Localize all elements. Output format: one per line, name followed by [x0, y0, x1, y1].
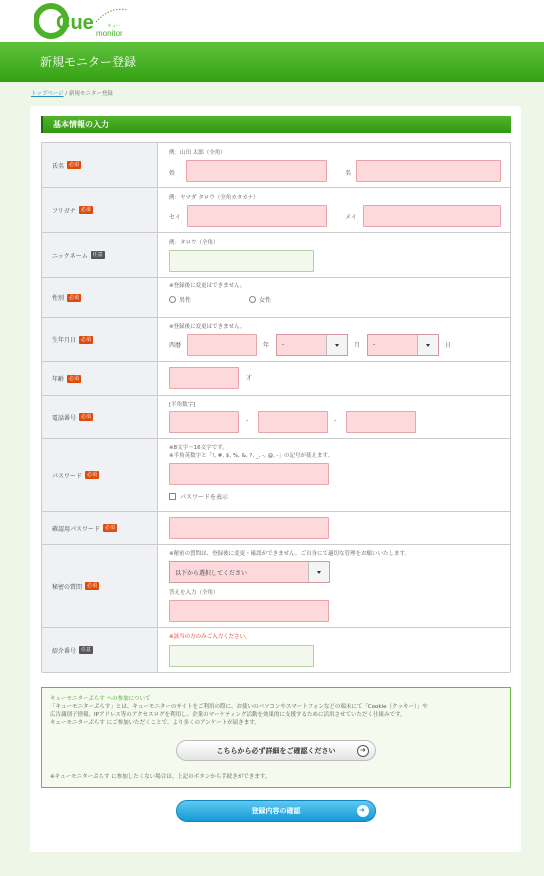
row-name	[42, 143, 510, 188]
label-password	[42, 439, 158, 511]
section-title: 基本情報の入力	[41, 116, 511, 133]
logo-text: Cue	[56, 12, 94, 34]
breadcrumb-current: 新規モニター登録	[68, 91, 113, 97]
password-confirm-input[interactable]	[169, 517, 329, 539]
info-line-1: 「キューモニターぷらす」とは、キューモニターのサイトをご利用の際に、お使いのパソコンやスマートフォンなどの端末にて「Cookie（クッキー）」や	[50, 704, 428, 710]
mei-label: 名	[345, 170, 352, 177]
password-note-1: ※8文字〜16文字です。	[169, 445, 228, 451]
label-referral	[42, 628, 158, 672]
referral-input[interactable]	[169, 645, 314, 667]
sei-kana-label: セイ	[169, 214, 181, 221]
name-example: 例：山田 太郎（全角）	[169, 150, 226, 156]
show-password-label[interactable]: パスワードを表示	[180, 494, 229, 501]
password-input[interactable]	[169, 463, 329, 485]
details-button[interactable]	[176, 740, 376, 761]
info-footnote: ※キューモニターぷらす に参加したくない場合は、上記のボタンから手続きができます。	[50, 774, 271, 780]
info-heading: キューモニターぷらす への参加について	[50, 696, 151, 702]
logo-kana: キュー	[107, 23, 121, 28]
secret-note: ※秘密の質問は、登録後に変更・確認ができません。ご自身にて適切な管理をお願いいたします。	[169, 551, 411, 557]
month-label: 月	[354, 342, 361, 349]
birth-year-input[interactable]	[187, 334, 257, 356]
label-text: 秘密の質問	[52, 583, 83, 591]
optional-badge: 任意	[92, 252, 103, 258]
nickname-input[interactable]	[169, 250, 314, 272]
breadcrumb-sep: /	[65, 91, 68, 97]
row-nickname	[42, 233, 510, 278]
password-note-2: ※半角英数字と「!, #, $, %, &, ?, _, -, @, -」の記号が使えます。	[169, 453, 334, 459]
year-label: 年	[263, 342, 270, 349]
row-phone	[42, 396, 510, 439]
label-birthdate	[42, 318, 158, 361]
page-title: 新規モニター登録	[40, 55, 137, 69]
row-secret-question	[42, 545, 510, 628]
birth-note: ※登録後に変更はできません。	[169, 324, 246, 330]
label-text: 紹介番号	[52, 647, 77, 655]
chevron-down-icon[interactable]	[308, 562, 329, 582]
required-badge: 必須	[69, 375, 80, 382]
phone-note: [半角数字]	[169, 402, 196, 408]
logo-sub: monitor	[96, 29, 123, 38]
label-text: ニックネーム	[52, 252, 88, 260]
details-button-label: こちらから必ず詳細をご確認ください	[216, 746, 336, 755]
day-label: 日	[445, 342, 452, 349]
chevron-down-icon[interactable]	[326, 335, 347, 355]
breadcrumb-home-link[interactable]: トップページ	[31, 91, 64, 97]
required-badge: 必須	[81, 414, 92, 420]
age-unit: 才	[246, 375, 253, 382]
male-radio[interactable]	[169, 296, 176, 303]
required-badge: 必須	[81, 336, 92, 343]
label-text: 性別	[52, 295, 65, 302]
label-gender	[42, 278, 158, 317]
page-title-bar	[0, 42, 544, 82]
confirm-submit-button[interactable]	[176, 800, 376, 822]
phone-part3-input[interactable]	[346, 411, 416, 433]
label-text: 電話番号	[52, 414, 77, 422]
female-label[interactable]: 女性	[259, 297, 272, 304]
arrow-right-icon	[357, 745, 369, 757]
label-text: 氏名	[52, 162, 65, 170]
last-name-kana-input[interactable]	[187, 205, 327, 227]
required-badge: 必須	[87, 583, 98, 589]
male-label[interactable]: 男性	[179, 297, 192, 304]
row-furigana	[42, 188, 510, 233]
submit-label: 登録内容の確認	[251, 807, 301, 815]
first-name-kana-input[interactable]	[363, 205, 501, 227]
info-line-3: キューモニターぷらす にご参加いただくことで、より多くのアンケートが届きます。	[50, 720, 260, 726]
row-referral	[42, 628, 510, 673]
label-password-confirm	[42, 512, 158, 544]
show-password-checkbox[interactable]	[169, 493, 176, 500]
info-line-2: 広告識別子情報、IPアドレス等のアクセスログを利用し、企業のマーケティング活動を効果的に支援するために活用させていただく仕組みです。	[50, 712, 406, 718]
row-birthdate	[42, 318, 510, 362]
cue-monitor-plus-info	[41, 687, 511, 788]
required-badge: 必須	[105, 525, 116, 531]
nickname-example: 例：タロウ（全角）	[169, 240, 219, 246]
site-header	[0, 0, 544, 42]
required-badge: 必須	[69, 162, 80, 168]
row-age	[42, 362, 510, 396]
mei-kana-label: メイ	[345, 214, 357, 221]
phone-part2-input[interactable]	[258, 411, 328, 433]
phone-dash-2: -	[334, 417, 337, 424]
label-text: 年齢	[52, 376, 65, 383]
label-name	[42, 143, 158, 187]
label-nickname	[42, 233, 158, 277]
secret-answer-input[interactable]	[169, 600, 329, 622]
label-phone	[42, 396, 158, 438]
referral-note: ※該当の方のみご入力ください。	[169, 634, 251, 640]
row-password-confirm	[42, 512, 510, 545]
gender-note: ※登録後に変更はできません。	[169, 283, 246, 289]
label-text: パスワード	[52, 472, 83, 480]
secret-placeholder: 以下から選択してください	[175, 570, 248, 577]
row-gender	[42, 278, 510, 318]
cue-monitor-logo[interactable]	[34, 2, 134, 40]
chevron-down-icon[interactable]	[417, 335, 438, 355]
phone-dash-1: -	[246, 417, 249, 424]
first-name-input[interactable]	[356, 160, 501, 182]
age-input[interactable]	[169, 367, 239, 389]
registration-form-table	[41, 142, 511, 672]
birth-day-select[interactable]	[367, 334, 439, 356]
secret-question-select[interactable]	[169, 561, 330, 583]
row-password	[42, 439, 510, 512]
birth-month-select[interactable]	[276, 334, 348, 356]
month-value: -	[282, 341, 285, 348]
required-badge: 必須	[87, 472, 98, 478]
label-text: 生年月日	[52, 337, 77, 344]
arrow-right-icon	[357, 805, 369, 817]
phone-part1-input[interactable]	[169, 411, 239, 433]
label-age	[42, 362, 158, 395]
furigana-example: 例：ヤマダ タロウ（全角カタカナ）	[169, 195, 259, 201]
optional-badge: 任意	[81, 647, 92, 653]
label-text: フリガナ	[52, 207, 76, 215]
last-name-input[interactable]	[186, 160, 327, 182]
era-label: 西暦	[169, 342, 182, 349]
label-furigana	[42, 188, 158, 232]
secret-answer-label: 答えを入力（全角）	[169, 590, 219, 596]
label-text: 確認用パスワード	[52, 525, 101, 533]
sei-label: 姓	[169, 170, 176, 177]
breadcrumb	[31, 89, 113, 97]
label-secret-question	[42, 545, 158, 627]
day-value: -	[373, 341, 376, 348]
female-radio[interactable]	[249, 296, 256, 303]
required-badge: 必須	[80, 207, 91, 213]
required-badge: 必須	[69, 294, 80, 301]
